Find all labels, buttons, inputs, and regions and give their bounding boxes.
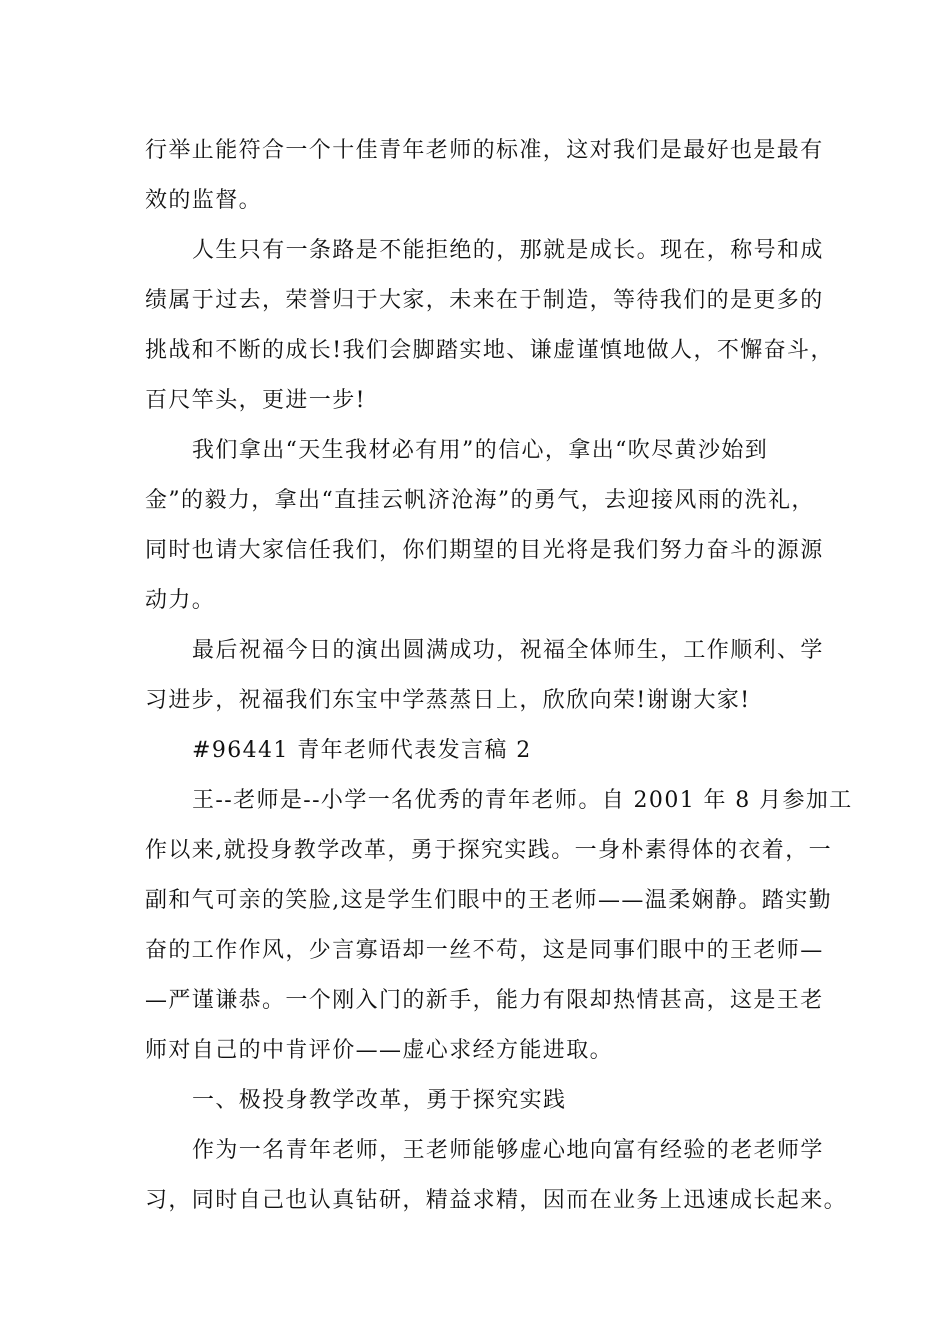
paragraph-line: 挑战和不断的成长!我们会脚踏实地、谦虚谨慎地做人，不懈奋斗， <box>145 338 834 363</box>
paragraph-line: 效的监督。 <box>145 188 263 213</box>
paragraph-line: 最后祝福今日的演出圆满成功，祝福全体师生，工作顺利、学 <box>192 638 824 663</box>
section-heading: #96441 青年老师代表发言稿 2 <box>192 738 532 763</box>
paragraph-line: 人生只有一条路是不能拒绝的，那就是成长。现在，称号和成 <box>192 238 824 263</box>
paragraph-line: 作为一名青年老师，王老师能够虚心地向富有经验的老老师学 <box>192 1138 824 1163</box>
paragraph-line: 副和气可亲的笑脸,这是学生们眼中的王老师——温柔娴静。踏实勤 <box>145 888 832 913</box>
paragraph-line: 作以来,就投身教学改革，勇于探究实践。一身朴素得体的衣着，一 <box>145 838 832 863</box>
paragraph-line: 绩属于过去，荣誉归于大家，未来在于制造，等待我们的是更多的 <box>145 288 824 313</box>
document-body <box>145 126 853 1226</box>
paragraph-line: 同时也请大家信任我们，你们期望的目光将是我们努力奋斗的源源 <box>145 538 824 563</box>
paragraph-line: 习，同时自己也认真钻研，精益求精，因而在业务上迅速成长起来。 <box>145 1188 848 1213</box>
paragraph-line: 金”的毅力，拿出“直挂云帆济沧海”的勇气，去迎接风雨的洗礼， <box>145 488 815 513</box>
subsection-heading: 一、极投身教学改革，勇于探究实践 <box>192 1088 567 1113</box>
paragraph-line: —严谨谦恭。一个刚入门的新手，能力有限却热情甚高，这是王老 <box>145 988 824 1013</box>
paragraph-line: 师对自己的中肯评价——虚心求经方能进取。 <box>145 1038 614 1063</box>
paragraph-line: 我们拿出“天生我材必有用”的信心，拿出“吹尽黄沙始到 <box>192 438 769 463</box>
paragraph-line: 百尺竿头，更进一步! <box>145 388 366 413</box>
paragraph-line: 王--老师是--小学一名优秀的青年老师。自 2001 年 8 月参加工 <box>192 788 853 813</box>
paragraph-line: 习进步，祝福我们东宝中学蒸蒸日上，欣欣向荣!谢谢大家! <box>145 688 751 713</box>
paragraph-line: 奋的工作作风，少言寡语却一丝不苟，这是同事们眼中的王老师— <box>145 938 824 963</box>
paragraph-line: 动力。 <box>145 588 216 613</box>
paragraph-line: 行举止能符合一个十佳青年老师的标准，这对我们是最好也是最有 <box>145 138 824 163</box>
